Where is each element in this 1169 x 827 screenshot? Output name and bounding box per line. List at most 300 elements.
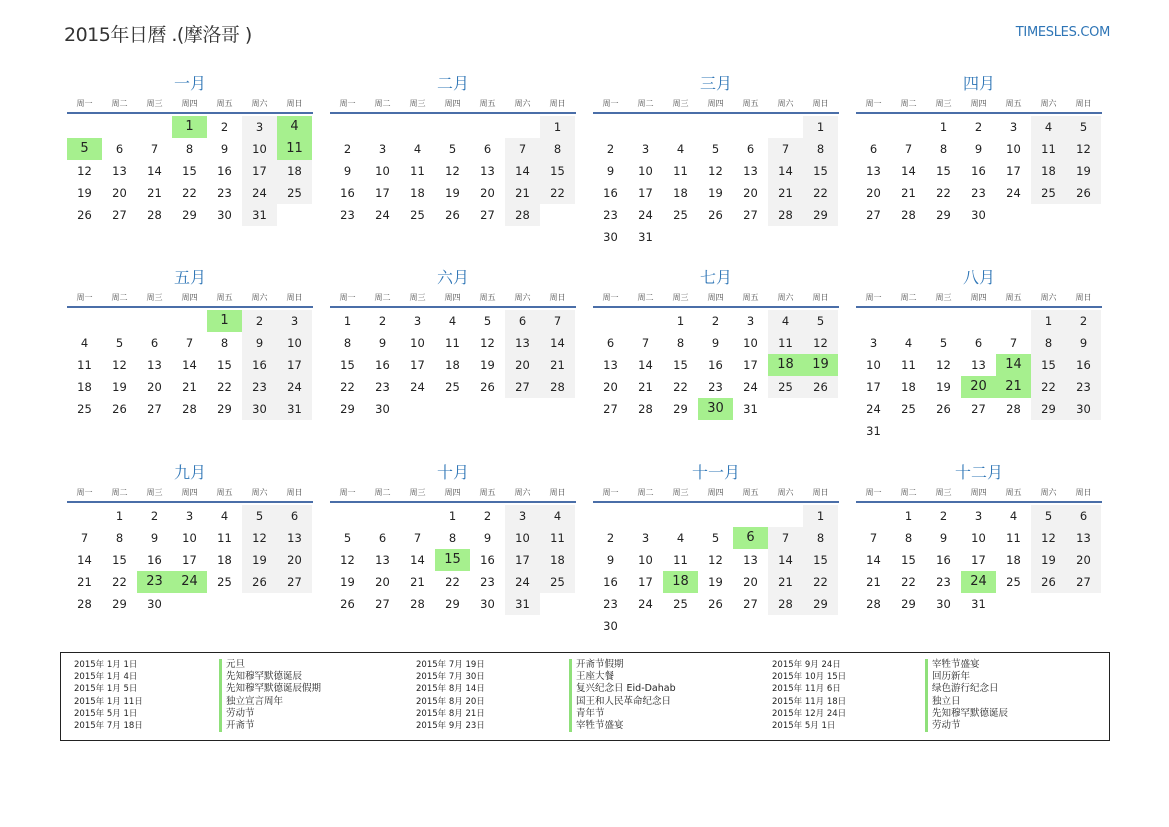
day-cell: 5 bbox=[483, 314, 492, 328]
day-cell: 11 bbox=[901, 358, 916, 372]
weekday-label: 周日 bbox=[1075, 293, 1092, 302]
day-cell: 15 bbox=[936, 164, 951, 178]
holiday-day-cell: 18 bbox=[768, 354, 803, 376]
day-cell: 5 bbox=[711, 531, 720, 545]
weekday-label: 周六 bbox=[514, 99, 531, 108]
day-cell: 23 bbox=[1066, 376, 1101, 398]
day-cell: 20 bbox=[147, 380, 162, 394]
holiday-day-cell: 23 bbox=[137, 571, 172, 593]
holiday-day-cell: 1 bbox=[207, 310, 242, 332]
day-cell: 24 bbox=[638, 597, 653, 611]
day-cell: 2 bbox=[220, 120, 229, 134]
day-cell: 6 bbox=[483, 142, 492, 156]
day-cell: 26 bbox=[445, 208, 460, 222]
week-row bbox=[856, 398, 1102, 420]
day-cell: 10 bbox=[1006, 142, 1021, 156]
day-cell: 21 bbox=[768, 182, 803, 204]
day-cell: 25 bbox=[410, 208, 425, 222]
weekday-label: 周四 bbox=[970, 488, 987, 497]
weekday-label: 周日 bbox=[1075, 99, 1092, 108]
day-cell: 31 bbox=[505, 593, 540, 615]
day-cell: 26 bbox=[340, 597, 355, 611]
empty-day-cell bbox=[733, 615, 768, 637]
day-cell: 10 bbox=[638, 164, 653, 178]
week-row bbox=[856, 116, 1102, 138]
holiday-name: 先知穆罕默德诞辰假期 bbox=[219, 683, 321, 695]
day-cell: 5 bbox=[711, 142, 720, 156]
day-cell: 20 bbox=[866, 186, 881, 200]
week-row bbox=[593, 593, 839, 615]
week-row bbox=[330, 398, 576, 420]
week-row bbox=[330, 138, 576, 160]
day-cell: 1 bbox=[803, 116, 838, 138]
day-cell: 13 bbox=[1066, 527, 1101, 549]
day-cell: 25 bbox=[1031, 182, 1066, 204]
day-cell: 28 bbox=[638, 402, 653, 416]
week-row bbox=[330, 593, 576, 615]
week-row bbox=[330, 310, 576, 332]
day-cell: 13 bbox=[866, 164, 881, 178]
week-row bbox=[330, 505, 576, 527]
day-cell: 27 bbox=[971, 402, 986, 416]
weekday-label: 周五 bbox=[479, 293, 496, 302]
weekday-label: 周四 bbox=[707, 99, 724, 108]
day-cell: 18 bbox=[445, 358, 460, 372]
weekday-header bbox=[593, 487, 839, 503]
weekday-label: 周五 bbox=[216, 488, 233, 497]
weekday-label: 周四 bbox=[444, 99, 461, 108]
empty-day-cell bbox=[242, 593, 277, 615]
week-row bbox=[856, 571, 1102, 593]
weekday-label: 周六 bbox=[777, 99, 794, 108]
empty-day-cell bbox=[628, 505, 663, 527]
day-cell: 7 bbox=[150, 142, 159, 156]
month-name: 一月 bbox=[173, 74, 206, 93]
empty-day-cell bbox=[540, 593, 575, 615]
weekday-label: 周六 bbox=[251, 293, 268, 302]
day-cell: 13 bbox=[375, 553, 390, 567]
weekday-label: 周三 bbox=[409, 99, 426, 108]
day-cell: 16 bbox=[217, 164, 232, 178]
holiday-day-cell: 24 bbox=[961, 571, 996, 593]
weekday-label: 周五 bbox=[216, 99, 233, 108]
day-cell: 22 bbox=[540, 182, 575, 204]
week-row bbox=[856, 527, 1102, 549]
day-cell: 15 bbox=[1031, 354, 1066, 376]
day-cell: 4 bbox=[1031, 116, 1066, 138]
day-cell: 23 bbox=[603, 208, 618, 222]
empty-day-cell bbox=[67, 116, 102, 138]
weekday-label: 周日 bbox=[812, 99, 829, 108]
day-cell: 10 bbox=[505, 527, 540, 549]
empty-day-cell bbox=[1066, 420, 1101, 442]
week-row bbox=[67, 332, 313, 354]
day-cell: 4 bbox=[80, 336, 89, 350]
empty-day-cell bbox=[663, 116, 698, 138]
day-cell: 21 bbox=[182, 380, 197, 394]
day-cell: 30 bbox=[242, 398, 277, 420]
day-cell: 25 bbox=[445, 380, 460, 394]
day-cell: 7 bbox=[413, 531, 422, 545]
day-cell: 18 bbox=[77, 380, 92, 394]
empty-day-cell bbox=[67, 310, 102, 332]
day-cell: 22 bbox=[673, 380, 688, 394]
weekday-label: 周二 bbox=[111, 488, 128, 497]
empty-day-cell bbox=[733, 116, 768, 138]
day-cell: 26 bbox=[112, 402, 127, 416]
weekday-label: 周二 bbox=[111, 99, 128, 108]
weekday-header bbox=[67, 292, 313, 308]
week-row bbox=[593, 310, 839, 332]
month-calendar bbox=[856, 267, 1102, 442]
holiday-day-cell: 4 bbox=[277, 116, 312, 138]
weekday-label: 周六 bbox=[1040, 293, 1057, 302]
day-cell: 10 bbox=[277, 332, 312, 354]
day-cell: 4 bbox=[413, 142, 422, 156]
day-cell: 28 bbox=[147, 208, 162, 222]
day-cell: 30 bbox=[936, 597, 951, 611]
day-cell: 6 bbox=[378, 531, 387, 545]
empty-day-cell bbox=[628, 310, 663, 332]
day-cell: 19 bbox=[936, 380, 951, 394]
empty-day-cell bbox=[698, 615, 733, 637]
holiday-date: 2015年 9月 24日 bbox=[772, 660, 841, 670]
day-cell: 19 bbox=[77, 186, 92, 200]
holiday-name: 劳动节 bbox=[219, 708, 321, 720]
empty-day-cell bbox=[540, 398, 575, 420]
month-name: 五月 bbox=[173, 268, 206, 287]
week-row bbox=[67, 182, 313, 204]
day-cell: 10 bbox=[375, 164, 390, 178]
holiday-day-cell: 1 bbox=[172, 116, 207, 138]
month-name: 二月 bbox=[436, 74, 469, 93]
weekday-label: 周六 bbox=[777, 293, 794, 302]
day-cell: 12 bbox=[445, 164, 460, 178]
day-cell: 21 bbox=[768, 571, 803, 593]
empty-day-cell bbox=[593, 310, 628, 332]
day-cell: 5 bbox=[939, 336, 948, 350]
day-cell: 21 bbox=[540, 354, 575, 376]
holiday-day-cell: 5 bbox=[67, 138, 102, 160]
day-cell: 1 bbox=[939, 120, 948, 134]
week-row bbox=[593, 160, 839, 182]
holiday-name: 绿色游行纪念日 bbox=[925, 683, 1008, 695]
day-cell: 3 bbox=[869, 336, 878, 350]
day-cell: 25 bbox=[901, 402, 916, 416]
day-cell: 8 bbox=[343, 336, 352, 350]
day-cell: 18 bbox=[901, 380, 916, 394]
day-cell: 22 bbox=[901, 575, 916, 589]
week-row bbox=[593, 226, 839, 248]
week-row bbox=[67, 505, 313, 527]
weekday-label: 周四 bbox=[970, 293, 987, 302]
empty-day-cell bbox=[698, 505, 733, 527]
month-name: 六月 bbox=[436, 268, 469, 287]
day-cell: 1 bbox=[904, 509, 913, 523]
holiday-name: 独立宣言周年 bbox=[219, 696, 321, 708]
weekday-label: 周二 bbox=[374, 99, 391, 108]
empty-day-cell bbox=[856, 310, 891, 332]
day-cell: 3 bbox=[641, 531, 650, 545]
day-cell: 17 bbox=[743, 358, 758, 372]
weekday-label: 周二 bbox=[637, 293, 654, 302]
weekday-label: 周日 bbox=[286, 293, 303, 302]
day-cell: 11 bbox=[1006, 531, 1021, 545]
empty-day-cell bbox=[277, 204, 312, 226]
day-cell: 24 bbox=[242, 182, 277, 204]
day-cell: 24 bbox=[866, 402, 881, 416]
day-cell: 12 bbox=[708, 553, 723, 567]
week-row bbox=[330, 571, 576, 593]
day-cell: 28 bbox=[866, 597, 881, 611]
empty-day-cell bbox=[172, 310, 207, 332]
day-cell: 21 bbox=[901, 186, 916, 200]
day-cell: 10 bbox=[410, 336, 425, 350]
day-cell: 15 bbox=[540, 160, 575, 182]
holiday-date: 2015年 11月 18日 bbox=[772, 696, 847, 707]
week-row bbox=[593, 549, 839, 571]
empty-day-cell bbox=[891, 310, 926, 332]
day-cell: 16 bbox=[603, 186, 618, 200]
weekday-label: 周一 bbox=[339, 293, 356, 302]
day-cell: 7 bbox=[768, 527, 803, 549]
weekday-label: 周四 bbox=[970, 99, 987, 108]
month-calendar bbox=[330, 73, 576, 226]
months-grid bbox=[67, 73, 1103, 653]
week-row bbox=[593, 138, 839, 160]
weekday-label: 周六 bbox=[1040, 488, 1057, 497]
weekday-label: 周三 bbox=[146, 293, 163, 302]
weekday-label: 周二 bbox=[637, 488, 654, 497]
empty-day-cell bbox=[1031, 420, 1066, 442]
day-cell: 21 bbox=[410, 575, 425, 589]
day-cell: 16 bbox=[936, 553, 951, 567]
weekday-label: 周一 bbox=[76, 99, 93, 108]
empty-day-cell bbox=[470, 116, 505, 138]
day-cell: 28 bbox=[901, 208, 916, 222]
week-row bbox=[593, 204, 839, 226]
day-cell: 19 bbox=[242, 549, 277, 571]
empty-day-cell bbox=[961, 310, 996, 332]
day-cell: 20 bbox=[505, 354, 540, 376]
day-cell: 6 bbox=[746, 142, 755, 156]
site-link[interactable]: TIMESLES.COM bbox=[1015, 25, 1110, 40]
day-cell: 31 bbox=[277, 398, 312, 420]
day-cell: 26 bbox=[1066, 182, 1101, 204]
week-row bbox=[330, 182, 576, 204]
month-calendar bbox=[856, 462, 1102, 615]
month-calendar bbox=[67, 73, 313, 226]
day-cell: 19 bbox=[1031, 549, 1066, 571]
weekday-label: 周四 bbox=[181, 99, 198, 108]
empty-day-cell bbox=[330, 116, 365, 138]
holiday-name: 青年节 bbox=[569, 708, 676, 720]
day-cell: 7 bbox=[540, 310, 575, 332]
empty-day-cell bbox=[1031, 593, 1066, 615]
weekday-label: 周三 bbox=[146, 488, 163, 497]
empty-day-cell bbox=[768, 615, 803, 637]
month-name: 十月 bbox=[436, 463, 469, 482]
day-cell: 12 bbox=[936, 358, 951, 372]
week-row bbox=[67, 354, 313, 376]
weekday-label: 周二 bbox=[637, 99, 654, 108]
week-row bbox=[856, 204, 1102, 226]
holiday-date: 2015年 10月 15日 bbox=[772, 672, 847, 683]
holiday-date: 2015年 5月 1日 bbox=[772, 720, 836, 731]
day-cell: 9 bbox=[606, 164, 615, 178]
day-cell: 4 bbox=[540, 505, 575, 527]
empty-day-cell bbox=[733, 226, 768, 248]
day-cell: 10 bbox=[182, 531, 197, 545]
month-calendar bbox=[593, 267, 839, 420]
day-cell: 9 bbox=[606, 553, 615, 567]
day-cell: 27 bbox=[866, 208, 881, 222]
day-cell: 26 bbox=[803, 376, 838, 398]
day-cell: 19 bbox=[708, 186, 723, 200]
empty-day-cell bbox=[628, 615, 663, 637]
day-cell: 9 bbox=[939, 531, 948, 545]
holiday-date: 2015年 7月 18日 bbox=[74, 720, 143, 731]
empty-day-cell bbox=[593, 116, 628, 138]
empty-day-cell bbox=[137, 310, 172, 332]
day-cell: 24 bbox=[505, 571, 540, 593]
holiday-dates-column bbox=[74, 659, 143, 732]
day-cell: 5 bbox=[343, 531, 352, 545]
day-cell: 9 bbox=[150, 531, 159, 545]
empty-day-cell bbox=[856, 116, 891, 138]
holiday-names-column bbox=[569, 659, 676, 732]
empty-day-cell bbox=[803, 226, 838, 248]
week-row bbox=[856, 593, 1102, 615]
weekday-label: 周二 bbox=[374, 488, 391, 497]
day-cell: 15 bbox=[340, 358, 355, 372]
day-cell: 8 bbox=[803, 138, 838, 160]
day-cell: 5 bbox=[1031, 505, 1066, 527]
day-cell: 30 bbox=[480, 597, 495, 611]
day-cell: 3 bbox=[641, 142, 650, 156]
weekday-label: 周四 bbox=[181, 488, 198, 497]
day-cell: 26 bbox=[1031, 571, 1066, 593]
day-cell: 29 bbox=[112, 597, 127, 611]
month-name: 四月 bbox=[962, 74, 995, 93]
holiday-name: 先知穆罕默德诞辰 bbox=[219, 671, 321, 683]
day-cell: 14 bbox=[901, 164, 916, 178]
day-cell: 27 bbox=[743, 208, 758, 222]
day-cell: 30 bbox=[147, 597, 162, 611]
day-cell: 7 bbox=[1009, 336, 1018, 350]
week-row bbox=[856, 332, 1102, 354]
empty-day-cell bbox=[102, 310, 137, 332]
weekday-header bbox=[856, 98, 1102, 114]
day-cell: 4 bbox=[676, 531, 685, 545]
empty-day-cell bbox=[961, 420, 996, 442]
weekday-label: 周一 bbox=[602, 293, 619, 302]
weekday-label: 周三 bbox=[672, 293, 689, 302]
holiday-day-cell: 18 bbox=[663, 571, 698, 593]
holiday-day-cell: 20 bbox=[961, 376, 996, 398]
day-cell: 16 bbox=[242, 354, 277, 376]
day-cell: 22 bbox=[936, 186, 951, 200]
weekday-label: 周三 bbox=[146, 99, 163, 108]
month-name: 八月 bbox=[962, 268, 995, 287]
day-cell: 5 bbox=[803, 310, 838, 332]
weekday-header bbox=[330, 487, 576, 503]
day-cell: 4 bbox=[220, 509, 229, 523]
day-cell: 10 bbox=[743, 336, 758, 350]
week-row bbox=[593, 182, 839, 204]
day-cell: 26 bbox=[936, 402, 951, 416]
day-cell: 25 bbox=[277, 182, 312, 204]
empty-day-cell bbox=[768, 398, 803, 420]
month-calendar bbox=[330, 267, 576, 420]
month-calendar bbox=[593, 73, 839, 248]
day-cell: 13 bbox=[505, 332, 540, 354]
day-cell: 26 bbox=[708, 597, 723, 611]
month-name: 十二月 bbox=[954, 463, 1003, 482]
holiday-name: 先知穆罕默德诞辰 bbox=[925, 708, 1008, 720]
day-cell: 26 bbox=[242, 571, 277, 593]
day-cell: 13 bbox=[743, 164, 758, 178]
day-cell: 26 bbox=[480, 380, 495, 394]
weekday-label: 周五 bbox=[742, 293, 759, 302]
holiday-name: 元旦 bbox=[219, 659, 321, 671]
day-cell: 3 bbox=[277, 310, 312, 332]
holiday-day-cell: 30 bbox=[698, 398, 733, 420]
holiday-name: 宰牲节盛宴 bbox=[925, 659, 1008, 671]
day-cell: 16 bbox=[708, 358, 723, 372]
holiday-names-column bbox=[219, 659, 321, 732]
day-cell: 27 bbox=[375, 597, 390, 611]
day-cell: 17 bbox=[505, 549, 540, 571]
day-cell: 11 bbox=[1031, 138, 1066, 160]
week-row bbox=[330, 116, 576, 138]
day-cell: 16 bbox=[1066, 354, 1101, 376]
weekday-label: 周四 bbox=[444, 488, 461, 497]
weekday-label: 周一 bbox=[865, 488, 882, 497]
weekday-label: 周日 bbox=[812, 293, 829, 302]
day-cell: 21 bbox=[505, 182, 540, 204]
weekday-header bbox=[330, 292, 576, 308]
empty-day-cell bbox=[593, 505, 628, 527]
weekday-label: 周四 bbox=[707, 293, 724, 302]
day-cell: 22 bbox=[112, 575, 127, 589]
holiday-name: 开斋节假期 bbox=[569, 659, 676, 671]
weekday-label: 周一 bbox=[602, 488, 619, 497]
day-cell: 23 bbox=[480, 575, 495, 589]
day-cell: 2 bbox=[343, 142, 352, 156]
empty-day-cell bbox=[277, 593, 312, 615]
day-cell: 31 bbox=[743, 402, 758, 416]
day-cell: 3 bbox=[1009, 120, 1018, 134]
day-cell: 17 bbox=[410, 358, 425, 372]
day-cell: 27 bbox=[505, 376, 540, 398]
day-cell: 13 bbox=[277, 527, 312, 549]
day-cell: 28 bbox=[768, 204, 803, 226]
weekday-label: 周五 bbox=[742, 488, 759, 497]
day-cell: 17 bbox=[375, 186, 390, 200]
day-cell: 6 bbox=[606, 336, 615, 350]
day-cell: 5 bbox=[1066, 116, 1101, 138]
empty-day-cell bbox=[891, 420, 926, 442]
empty-day-cell bbox=[1031, 204, 1066, 226]
weekday-label: 周一 bbox=[602, 99, 619, 108]
day-cell: 2 bbox=[483, 509, 492, 523]
day-cell: 14 bbox=[77, 553, 92, 567]
day-cell: 16 bbox=[971, 164, 986, 178]
day-cell: 9 bbox=[242, 332, 277, 354]
day-cell: 3 bbox=[974, 509, 983, 523]
holiday-day-cell: 6 bbox=[733, 527, 768, 549]
